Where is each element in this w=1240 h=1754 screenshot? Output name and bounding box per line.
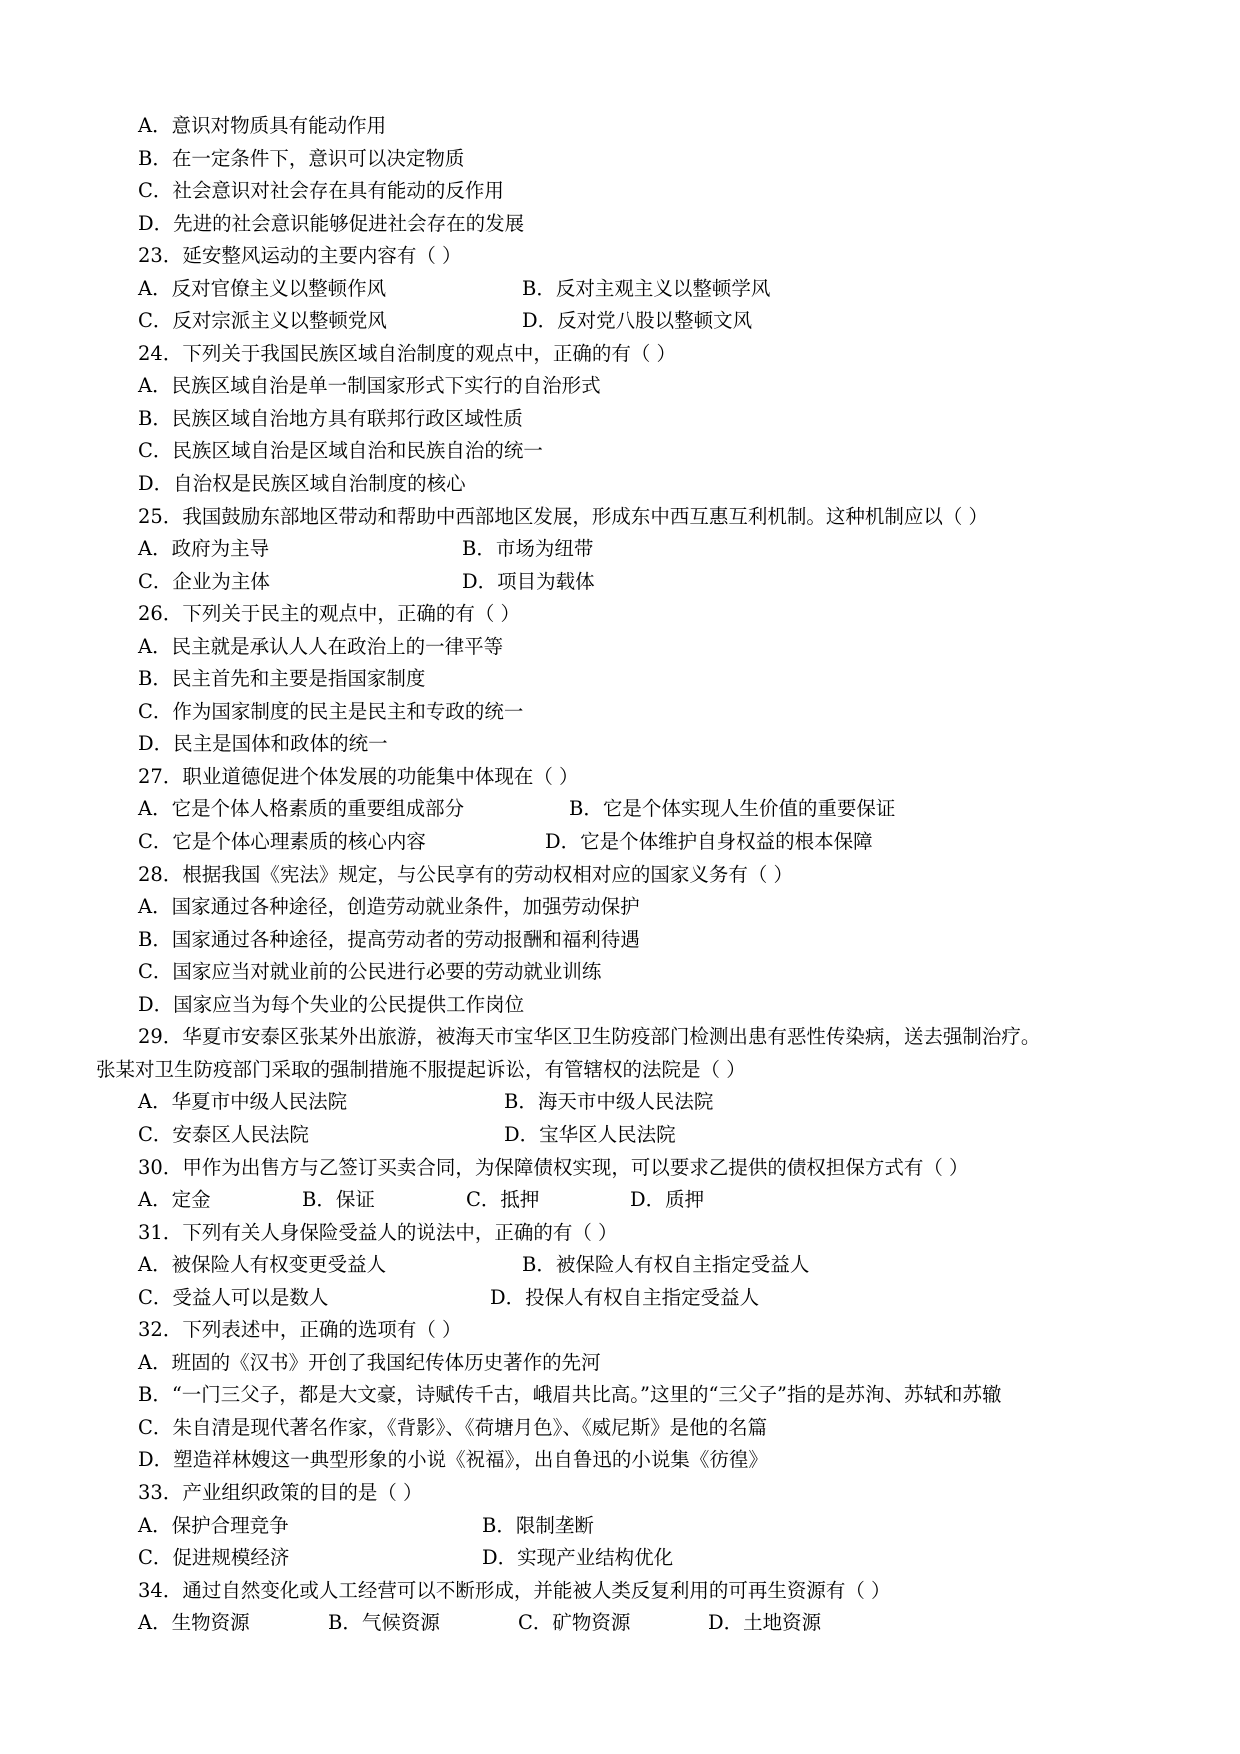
option-line xyxy=(0,1184,1240,1217)
option-line xyxy=(0,1282,1240,1315)
question-line: 25．我国鼓励东部地区带动和帮助中西部地区发展，形成东中西互惠互利机制。这种机制应以（ ） xyxy=(138,504,989,528)
option-line: A．班固的《汉书》开创了我国纪传体历史著作的先河 xyxy=(138,1350,601,1374)
option-line: C．民族区域自治是区域自治和民族自治的统一 xyxy=(138,439,543,463)
option-choice: B．气候资源 xyxy=(328,1611,440,1635)
document-page xyxy=(0,110,1240,1640)
option-line xyxy=(0,273,1240,306)
option-line: A．民主就是承认人人在政治上的一律平等 xyxy=(138,634,504,658)
option-line xyxy=(0,1086,1240,1119)
option-line: C．社会意识对社会存在具有能动的反作用 xyxy=(138,179,504,203)
option-line xyxy=(0,826,1240,859)
option-choice: A．保护合理竞争 xyxy=(138,1513,289,1537)
option-line: C．朱自清是现代著名作家，《背影》、《荷塘月色》、《威尼斯》是他的名篇 xyxy=(138,1415,768,1439)
option-choice: C．抵押 xyxy=(466,1188,540,1212)
option-choice: B．被保险人有权自主指定受益人 xyxy=(522,1253,810,1277)
question-line: 26．下列关于民主的观点中，正确的有（ ） xyxy=(138,602,521,626)
question-line: 32．下列表述中，正确的选项有（ ） xyxy=(138,1318,462,1342)
option-choice: C．反对宗派主义以整顿党风 xyxy=(138,309,387,333)
option-choice: C．它是个体心理素质的核心内容 xyxy=(138,830,426,854)
option-choice: A．它是个体人格素质的重要组成部分 xyxy=(138,797,465,821)
option-line: D．先进的社会意识能够促进社会存在的发展 xyxy=(138,211,525,235)
option-line: C．国家应当对就业前的公民进行必要的劳动就业训练 xyxy=(138,960,602,984)
option-line xyxy=(0,305,1240,338)
question-continuation: 张某对卫生防疫部门采取的强制措施不服提起诉讼，有管辖权的法院是（ ） xyxy=(96,1057,746,1081)
option-line xyxy=(0,533,1240,566)
option-line: C．作为国家制度的民主是民主和专政的统一 xyxy=(138,699,524,723)
question-line: 28．根据我国《宪法》规定，与公民享有的劳动权相对应的国家义务有（ ） xyxy=(138,862,794,886)
question-line: 23．延安整风运动的主要内容有（ ） xyxy=(138,244,462,268)
option-line: B．国家通过各种途径，提高劳动者的劳动报酬和福利待遇 xyxy=(138,927,640,951)
option-choice: B．反对主观主义以整顿学风 xyxy=(522,276,771,300)
option-choice: A．政府为主导 xyxy=(138,537,270,561)
option-choice: A．被保险人有权变更受益人 xyxy=(138,1253,387,1277)
option-choice: D．质押 xyxy=(630,1188,705,1212)
option-choice: C．企业为主体 xyxy=(138,569,270,593)
question-line: 24．下列关于我国民族区域自治制度的观点中，正确的有（ ） xyxy=(138,341,677,365)
option-choice: C．受益人可以是数人 xyxy=(138,1285,329,1309)
option-line xyxy=(0,1249,1240,1282)
option-line: B．民族区域自治地方具有联邦行政区域性质 xyxy=(138,406,523,430)
option-choice: D．投保人有权自主指定受益人 xyxy=(490,1285,760,1309)
option-line xyxy=(0,1119,1240,1152)
option-line: A．民族区域自治是单一制国家形式下实行的自治形式 xyxy=(138,374,601,398)
option-line xyxy=(0,1607,1240,1640)
option-choice: B．市场为纽带 xyxy=(462,537,594,561)
question-line: 33．产业组织政策的目的是（ ） xyxy=(138,1480,423,1504)
option-choice: D．反对党八股以整顿文风 xyxy=(522,309,753,333)
question-line: 27．职业道德促进个体发展的功能集中体现在（ ） xyxy=(138,764,579,788)
option-choice: B．它是个体实现人生价值的重要保证 xyxy=(569,797,896,821)
option-choice: B．保证 xyxy=(302,1188,375,1212)
option-line: D．国家应当为每个失业的公民提供工作岗位 xyxy=(138,992,525,1016)
option-choice: C．矿物资源 xyxy=(518,1611,631,1635)
option-line: D．自治权是民族区域自治制度的核心 xyxy=(138,472,466,496)
option-line: D．民主是国体和政体的统一 xyxy=(138,732,388,756)
option-choice: C．促进规模经济 xyxy=(138,1546,290,1570)
option-line: B．民主首先和主要是指国家制度 xyxy=(138,667,426,691)
option-choice: B．限制垄断 xyxy=(482,1513,594,1537)
option-choice: A．定金 xyxy=(138,1188,211,1212)
option-choice: D．实现产业结构优化 xyxy=(482,1546,674,1570)
option-choice: A．反对官僚主义以整顿作风 xyxy=(138,276,387,300)
option-choice: A．生物资源 xyxy=(138,1611,250,1635)
option-line: D．塑造祥林嫂这一典型形象的小说《祝福》，出自鲁迅的小说集《彷徨》 xyxy=(138,1448,768,1472)
option-line: B．在一定条件下，意识可以决定物质 xyxy=(138,146,465,170)
question-line: 30．甲作为出售方与乙签订买卖合同，为保障债权实现，可以要求乙提供的债权担保方式有（ ） xyxy=(138,1155,969,1179)
option-line xyxy=(0,1510,1240,1543)
option-choice: A．华夏市中级人民法院 xyxy=(138,1090,348,1114)
option-choice: D．土地资源 xyxy=(708,1611,822,1635)
option-line xyxy=(0,566,1240,599)
option-line: A．国家通过各种途径，创造劳动就业条件，加强劳动保护 xyxy=(138,895,640,919)
option-line xyxy=(0,793,1240,826)
option-choice: D．它是个体维护自身权益的根本保障 xyxy=(545,830,873,854)
question-line: 29．华夏市安泰区张某外出旅游，被海天市宝华区卫生防疫部门检测出患有恶性传染病，送去强制治疗。 xyxy=(138,1025,1041,1049)
option-choice: D．宝华区人民法院 xyxy=(504,1122,676,1146)
option-choice: D．项目为载体 xyxy=(462,569,595,593)
option-line: B．“一门三父子，都是大文豪，诗赋传千古，峨眉共比高。”这里的“三父子”指的是苏洵、苏轼和苏辙 xyxy=(138,1383,1002,1407)
option-line xyxy=(0,1542,1240,1575)
option-line: A．意识对物质具有能动作用 xyxy=(138,114,387,137)
question-line: 31．下列有关人身保险受益人的说法中，正确的有（ ） xyxy=(138,1220,618,1244)
option-choice: C．安泰区人民法院 xyxy=(138,1122,309,1146)
option-choice: B．海天市中级人民法院 xyxy=(504,1090,714,1114)
question-line: 34．通过自然变化或人工经营可以不断形成，并能被人类反复利用的可再生资源有（ ） xyxy=(138,1578,891,1602)
